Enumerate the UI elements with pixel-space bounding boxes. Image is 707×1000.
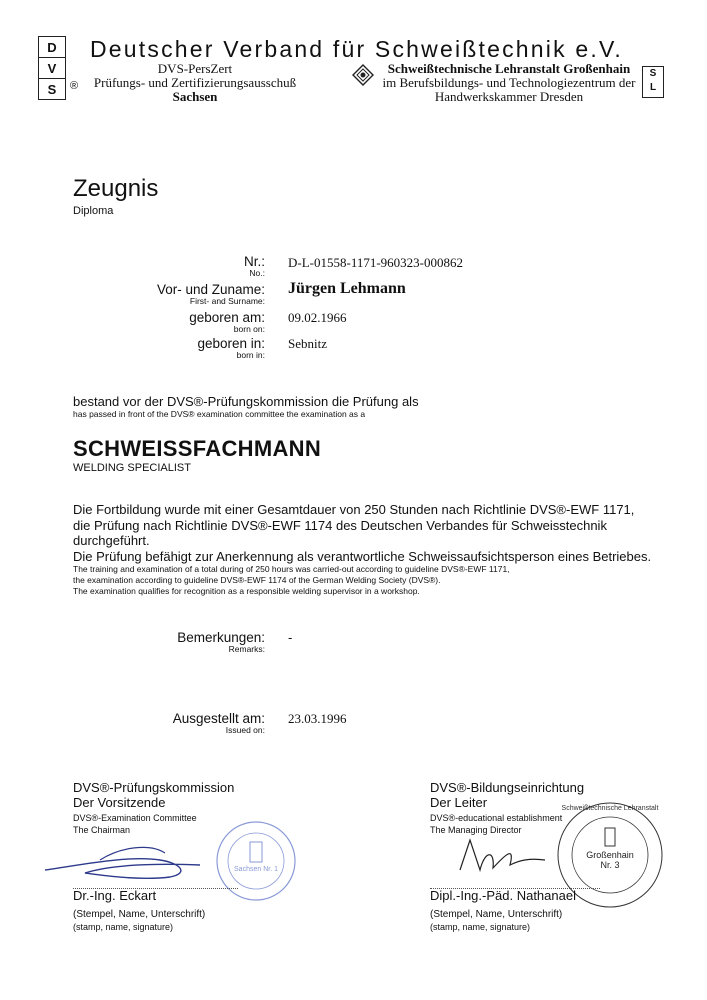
birth-date-value: 09.02.1966: [288, 310, 347, 325]
organization-title: Deutscher Verband für Schweißtechnik e.V.: [90, 36, 623, 62]
number-label: [70, 254, 265, 278]
right-role-en: The Managing Director: [430, 825, 522, 835]
name-value: Jürgen Lehmann: [288, 280, 406, 297]
body-line: durchgeführt.: [73, 533, 150, 548]
number-value: D-L-01558-1171-960323-000862: [288, 255, 463, 270]
stamp-icon: [215, 820, 297, 902]
registered-mark: ®: [70, 80, 79, 92]
number-label-en: No.:: [249, 268, 265, 278]
issued-label-de: Ausgestellt am:: [172, 711, 265, 726]
remarks-label-en: Remarks:: [228, 644, 265, 654]
left-signer-name: Dr.-Ing. Eckart: [73, 888, 157, 903]
header-right-line: Handwerkskammer Dresden: [434, 89, 584, 104]
body-text-de: [73, 502, 651, 564]
right-stamp-text: [555, 850, 665, 870]
left-org: DVS®-Prüfungskommission: [73, 780, 235, 795]
body-line-en: the examination according to guideline DVS®-EWF 1174 of the German Welding Society (DVS®).: [73, 575, 441, 585]
birth-place-label-de: geboren in:: [197, 336, 265, 351]
left-handwritten-signature: [40, 835, 210, 885]
remarks-label-de: Bemerkungen:: [177, 630, 265, 645]
left-signer-note-en: (stamp, name, signature): [73, 922, 174, 932]
sl-logo-letter: S: [649, 68, 657, 79]
left-stamp: [215, 820, 297, 902]
dvs-logo-letter: D: [39, 37, 65, 58]
dvs-logo-letter: S: [47, 81, 57, 97]
header-right-line: im Berufsbildungs- und Technologiezentrum der: [382, 75, 636, 90]
document-title-en: Diploma: [73, 205, 114, 217]
header-right-line: Schweißtechnische Lehranstalt Großenhain: [387, 61, 631, 76]
qualification-title: SCHWEISSFACHMANN: [73, 436, 322, 461]
birth-place-label-en: born in:: [236, 350, 265, 360]
right-signer: [430, 888, 576, 933]
remarks-label: [70, 630, 265, 654]
left-signature-block: [73, 780, 234, 836]
number-label-de: Nr.:: [243, 254, 265, 269]
left-role-en: The Chairman: [73, 825, 131, 835]
left-role: Der Vorsitzende: [73, 795, 166, 810]
body-line-en: The examination qualifies for recognition as a responsible welding supervisor in a workshop.: [73, 586, 420, 596]
left-signer-note: (Stempel, Name, Unterschrift): [73, 909, 206, 920]
right-org: DVS®-Bildungseinrichtung: [430, 780, 585, 795]
dvs-logo-letter: V: [39, 58, 65, 79]
dvs-logo: [38, 36, 66, 100]
sl-logo: [642, 66, 664, 98]
birth-date-label-en: born on:: [233, 324, 265, 334]
birth-place-label: [70, 336, 265, 360]
header-left-line: Prüfungs- und Zertifizierungsausschuß: [93, 75, 297, 90]
left-org-en: DVS®-Examination Committee: [73, 813, 197, 823]
birth-date-label: [70, 310, 265, 334]
birth-date-label-de: geboren am:: [189, 310, 265, 325]
right-stamp-line: Nr. 3: [600, 860, 620, 870]
body-line: Die Prüfung befähigt zur Anerkennung als verantwortliche Schweissaufsichtsperson eines Betriebes.: [73, 548, 652, 564]
body-text-en: [73, 564, 510, 597]
header-left-block: [90, 62, 300, 104]
issued-label: [70, 711, 265, 735]
header-left-line: Sachsen: [172, 89, 218, 104]
right-handwritten-signature: [455, 830, 555, 880]
right-signer-note: (Stempel, Name, Unterschrift): [430, 909, 563, 920]
exam-intro-de: bestand vor der DVS®-Prüfungskommission die Prüfung als: [73, 394, 419, 409]
left-signer: [73, 888, 205, 933]
exam-intro-en: has passed in front of the DVS® examination committee the examination as a: [73, 409, 366, 419]
body-line-en: The training and examination of a total during of 250 hours was carried-out according to guideline DVS®-EWF 1171,: [73, 564, 510, 574]
right-stamp-ring-text: Schweißtechnische Lehranstalt: [561, 805, 659, 812]
name-label-de: Vor- und Zuname:: [156, 282, 265, 297]
remarks-value: -: [288, 630, 293, 645]
right-org-en: DVS®-educational establishment: [430, 813, 563, 823]
right-signer-name: Dipl.-Ing.-Päd. Nathanael: [430, 888, 576, 903]
sl-logo-letter: L: [649, 82, 657, 93]
right-role: Der Leiter: [430, 795, 488, 810]
issued-value: 23.03.1996: [288, 711, 347, 726]
exam-intro: [73, 395, 419, 419]
body-line: die Prüfung nach Richtlinie DVS®-EWF 1174 des Deutschen Verbandes für Schweisstechnik: [73, 517, 607, 533]
birth-place-value: Sebnitz: [288, 336, 327, 351]
body-line: Die Fortbildung wurde mit einer Gesamtdauer von 250 Stunden nach Richtlinie DVS®-EWF 1171,: [73, 502, 635, 517]
header-left-line: DVS-PersZert: [157, 61, 233, 76]
qualification-title-en: WELDING SPECIALIST: [73, 462, 191, 474]
right-stamp-line: Großenhain: [586, 850, 634, 860]
document-title: Zeugnis: [73, 175, 159, 202]
issued-label-en: Issued on:: [225, 725, 265, 735]
lehranstalt-emblem-icon: [352, 64, 374, 86]
left-stamp-text: Sachsen Nr. 1: [234, 866, 278, 873]
header-right-block: [378, 62, 640, 104]
right-signer-note-en: (stamp, name, signature): [430, 922, 531, 932]
name-label-en: First- and Surname:: [189, 296, 265, 306]
name-label: [70, 282, 265, 306]
